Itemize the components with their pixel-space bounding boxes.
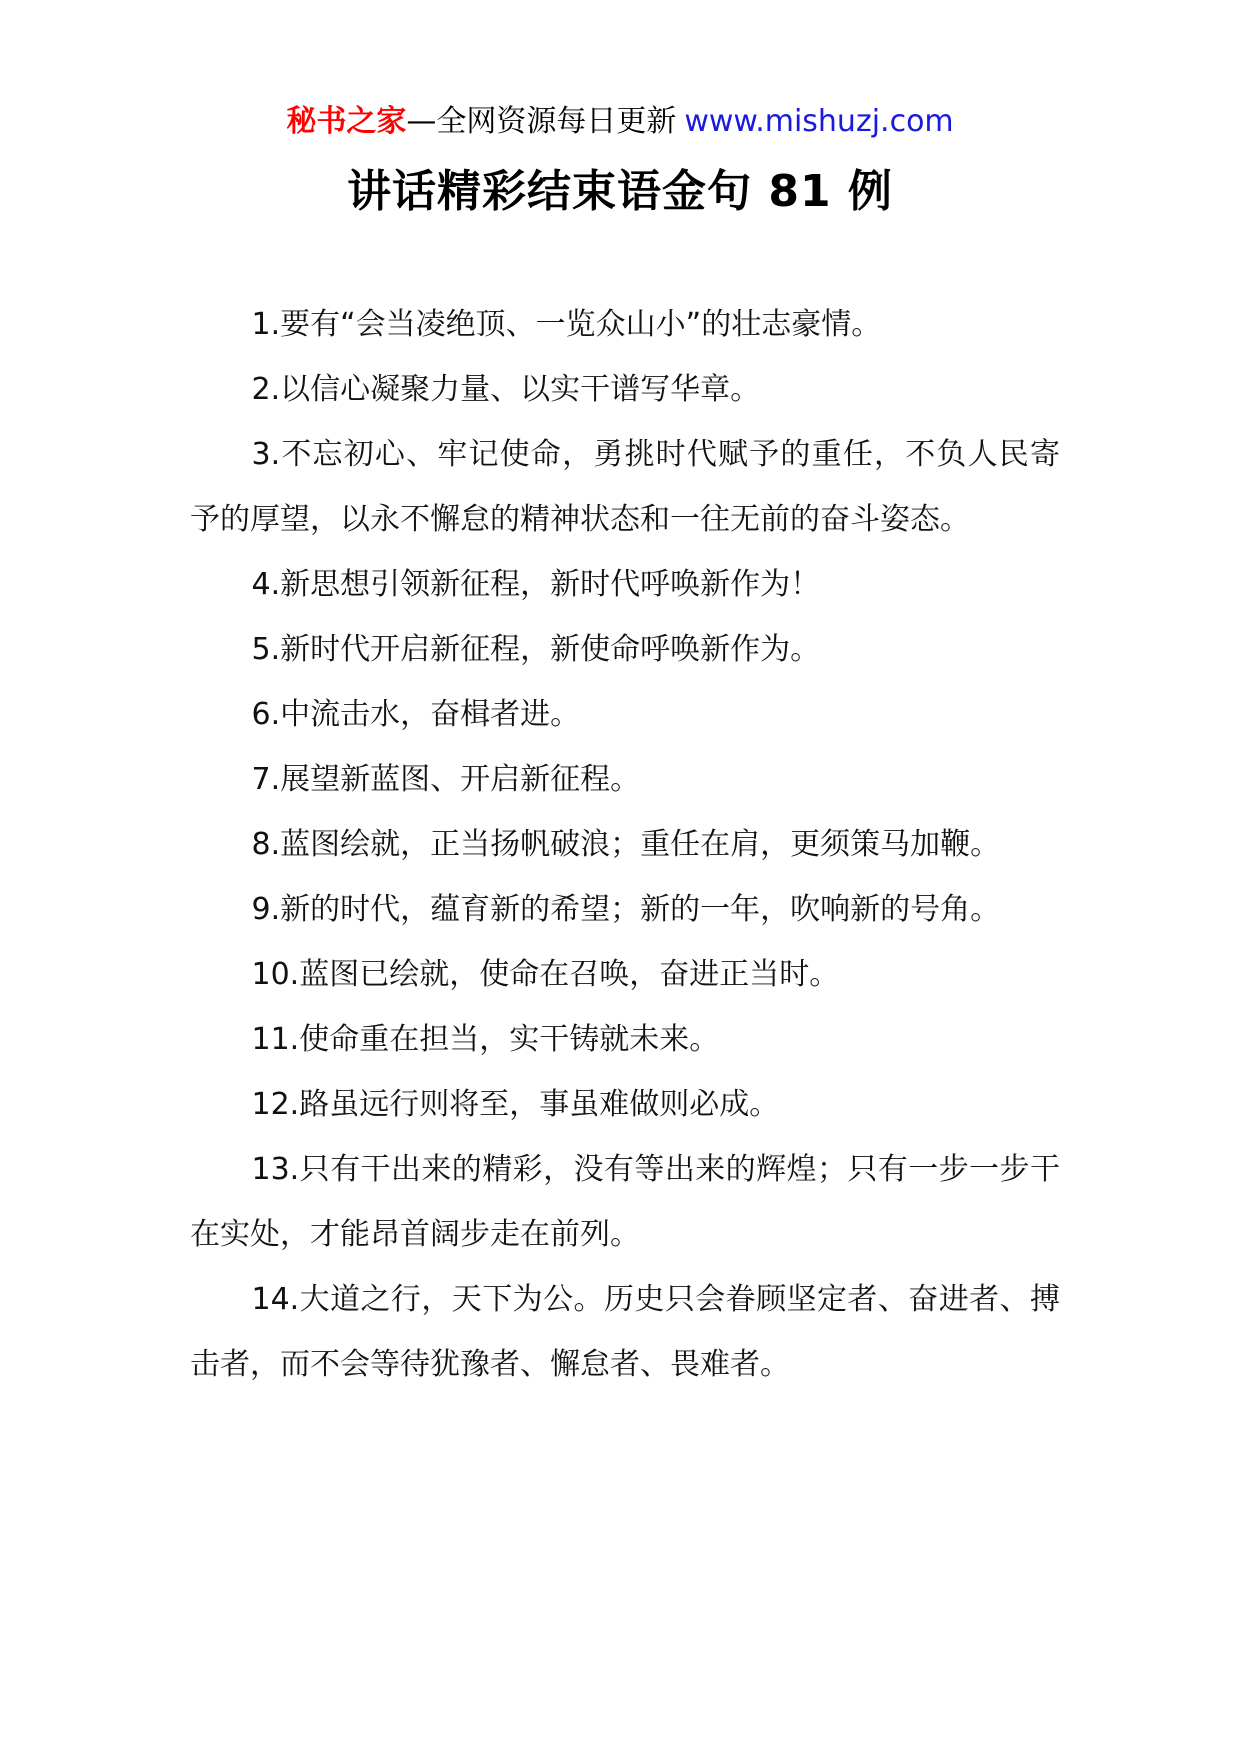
list-item: 14.大道之行，天下为公。历史只会眷顾坚定者、奋进者、搏击者，而不会等待犹豫者、懈怠者、畏难者。 (190, 1282, 1060, 1382)
list-item: 11.使命重在担当，实干铸就未来。 (251, 1022, 720, 1057)
list-item: 12.路虽远行则将至，事虽难做则必成。 (251, 1087, 780, 1122)
list-item: 8.蓝图绘就，正当扬帆破浪；重任在肩，更须策马加鞭。 (251, 827, 1001, 862)
list-item: 6.中流击水，奋楫者进。 (251, 697, 581, 732)
list-item: 10.蓝图已绘就，使命在召唤，奋进正当时。 (251, 957, 840, 992)
list-item: 3.不忘初心、牢记使命，勇挑时代赋予的重任，不负人民寄予的厚望，以永不懈怠的精神状态和一往无前的奋斗姿态。 (190, 437, 1060, 537)
header-tagline: —全网资源每日更新 (406, 104, 677, 139)
list-item: 1.要有“会当凌绝顶、一览众山小”的壮志豪情。 (251, 307, 882, 342)
site-header (0, 100, 1240, 144)
site-url-link[interactable]: www.mishuzj.com (684, 104, 954, 139)
list-item: 2.以信心凝聚力量、以实干谱写华章。 (251, 372, 761, 407)
document-title: 讲话精彩结束语金句 81 例 (347, 166, 893, 217)
list-item: 5.新时代开启新征程，新使命呼唤新作为。 (251, 632, 821, 667)
list-item: 9.新的时代，蕴育新的希望；新的一年，吹响新的号角。 (251, 892, 1001, 927)
list-item: 13.只有干出来的精彩，没有等出来的辉煌；只有一步一步干在实处，才能昂首阔步走在前列。 (190, 1152, 1060, 1252)
document-body (190, 292, 1060, 1397)
list-item: 4.新思想引领新征程，新时代呼唤新作为！ (251, 567, 821, 602)
brand-name: 秘书之家 (286, 104, 407, 139)
list-item: 7.展望新蓝图、开启新征程。 (251, 762, 641, 797)
